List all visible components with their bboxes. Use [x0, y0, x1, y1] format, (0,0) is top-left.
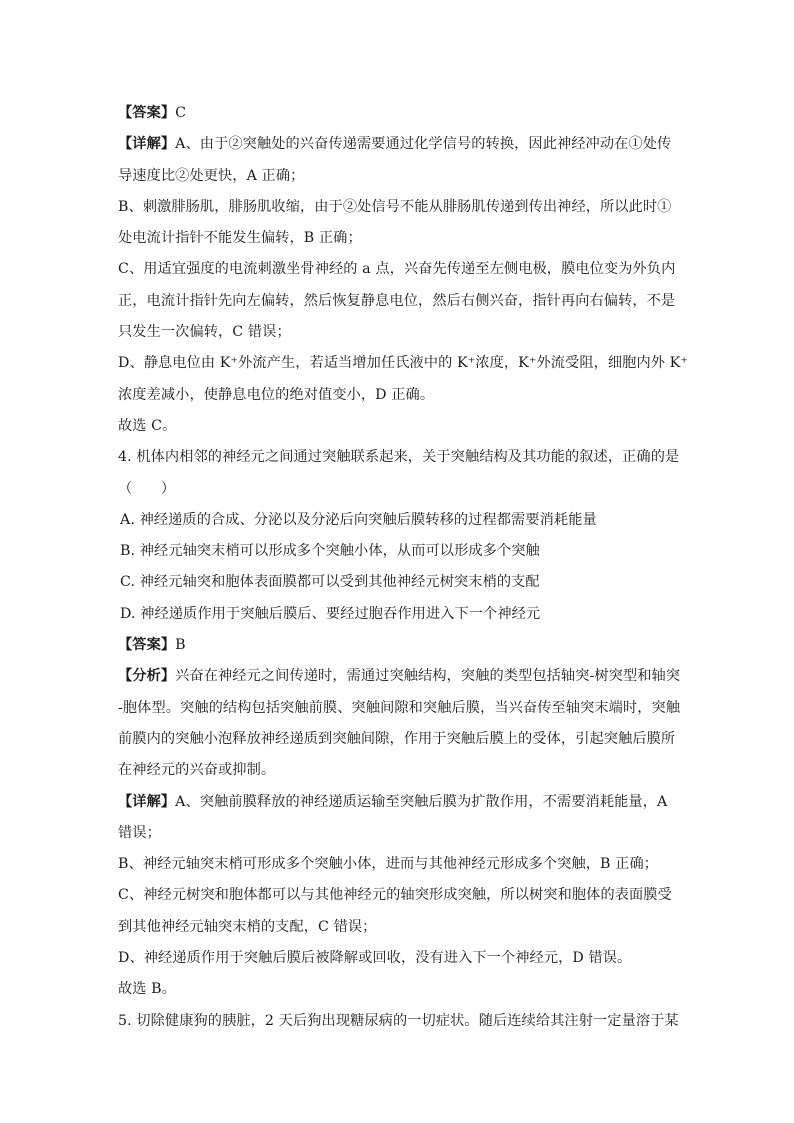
- q3-conclusion: 故选 C。: [118, 417, 177, 434]
- q4-stem: 4. 机体内相邻的神经元之间通过突触联系起来，关于突触结构及其功能的叙述，正确的是: [118, 449, 680, 466]
- q3-answer: 【答案】C: [118, 105, 187, 121]
- q3-detail-line: D、静息电位由 K⁺外流产生，若适当增加任氏液中的 K⁺浓度，K⁺外流受阻，细胞内外 K⁺: [118, 355, 688, 372]
- q4-conclusion: 故选 B。: [118, 981, 176, 998]
- q3-detail-line: B、刺激腓肠肌，腓肠肌收缩，由于②处信号不能从腓肠肌传递到传出神经，所以此时①: [118, 198, 672, 215]
- q4-option-a: A. 神经递质的合成、分泌以及分泌后向突触后膜转移的过程都需要消耗能量: [120, 511, 597, 528]
- q4-detail-line: 错误；: [118, 824, 161, 841]
- q3-detail-line: 正，电流计指针先向左偏转，然后恢复静息电位，然后右侧兴奋，指针再向右偏转，不是: [118, 292, 676, 309]
- q4-option-c: C. 神经元轴突和胞体表面膜都可以受到其他神经元树突末梢的支配: [120, 574, 540, 591]
- q3-detail-line: 只发生一次偏转，C 错误；: [118, 324, 291, 341]
- q4-detail-line: B、神经元轴突末梢可形成多个突触小体，进而与其他神经元形成多个突触，B 正确；: [118, 856, 659, 873]
- q3-detail-line: 导速度比②处更快，A 正确；: [118, 167, 305, 184]
- q4-detail-line: 到其他神经元轴突末梢的支配，C 错误；: [118, 918, 377, 935]
- q3-detail-line: 浓度差减小，使静息电位的绝对值变小，D 正确。: [118, 386, 435, 403]
- q4-answer: 【答案】B: [118, 637, 186, 654]
- q4-detail-line: 【详解】A、突触前膜释放的神经递质运输至突触后膜为扩散作用，不需要消耗能量，A: [118, 793, 668, 810]
- q5-stem: 5. 切除健康狗的胰脏，2 天后狗出现糖尿病的一切症状。随后连续给其注射一定量溶于某: [118, 1012, 679, 1029]
- q4-option-d: D. 神经递质作用于突触后膜后、要经过胞吞作用进入下一个神经元: [120, 605, 541, 622]
- q4-option-b: B. 神经元轴突末梢可以形成多个突触小体，从而可以形成多个突触: [120, 543, 540, 560]
- q3-detail-line: C、用适宜强度的电流刺激坐骨神经的 a 点，兴奋先传递至左侧电极，膜电位变为外负内: [118, 261, 676, 278]
- q4-analysis-line: -胞体型。突触的结构包括突触前膜、突触间隙和突触后膜，当兴奋传至轴突末端时，突触: [118, 699, 681, 716]
- q4-analysis-line: 【分析】兴奋在神经元之间传递时，需通过突触结构，突触的类型包括轴突-树突型和轴突: [118, 668, 681, 685]
- q3-detail-line: 【详解】A、由于②突触处的兴奋传递需要通过化学信号的转换，因此神经冲动在①处传: [118, 136, 672, 153]
- q4-detail-line: C、神经元树突和胞体都可以与其他神经元的轴突形成突触，所以树突和胞体的表面膜受: [118, 887, 672, 904]
- document-page: [118, 98, 688, 1037]
- q3-detail-line: 处电流计指针不能发生偏转，B 正确；: [118, 230, 362, 247]
- q4-analysis-line: 在神经元的兴奋或抑制。: [118, 762, 276, 779]
- q4-stem-blank: （ ）: [118, 480, 176, 497]
- q4-analysis-line: 前膜内的突触小泡释放神经递质到突触间隙，作用于突触后膜上的受体，引起突触后膜所: [118, 730, 676, 747]
- q4-detail-line: D、神经递质作用于突触后膜后被降解或回收，没有进入下一个神经元，D 错误。: [118, 950, 632, 967]
